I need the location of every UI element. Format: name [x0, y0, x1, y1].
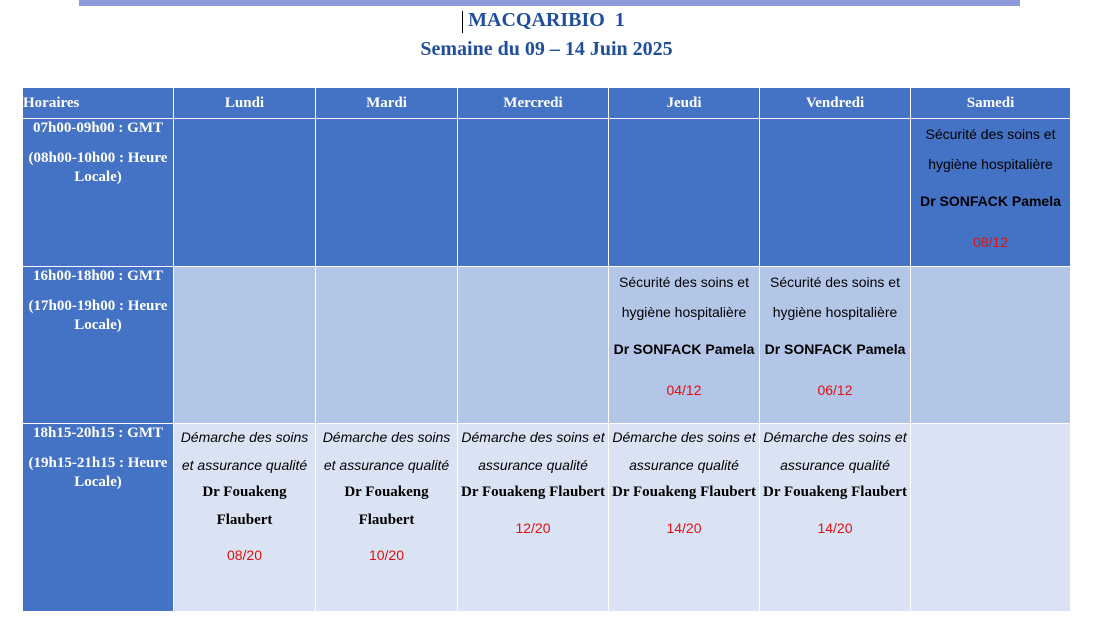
document-title: MACQARIBIO 1 — [468, 9, 625, 31]
session-cell — [609, 266, 760, 424]
session-code: 04/12 — [666, 381, 702, 398]
time-slot-cell — [23, 119, 174, 267]
session-cell — [760, 424, 911, 612]
empty-cell — [609, 119, 760, 267]
time-gmt: 16h00-18h00 : GMT — [32, 267, 163, 284]
table-row — [23, 119, 1071, 267]
schedule-table — [22, 87, 1071, 612]
table-row — [23, 266, 1071, 424]
table-row — [23, 424, 1071, 612]
empty-cell — [760, 119, 911, 267]
course-name: Démarche des soins et assurance qualité — [612, 429, 756, 473]
column-header-lundi: Lundi — [174, 88, 316, 119]
empty-cell — [316, 119, 458, 267]
empty-cell — [911, 266, 1071, 424]
time-slot-cell — [23, 424, 174, 612]
column-header-horaires: Horaires — [23, 88, 174, 119]
session-code: 14/20 — [817, 519, 853, 536]
document-subtitle: Semaine du 09 – 14 Juin 2025 — [420, 38, 673, 60]
empty-cell — [174, 266, 316, 424]
course-name: Sécurité des soins et hygiène hospitalière — [770, 273, 900, 320]
instructor-name: Dr SONFACK Pamela — [613, 340, 755, 357]
session-cell — [174, 424, 316, 612]
session-cell — [316, 424, 458, 612]
session-code: 08/12 — [972, 234, 1009, 251]
instructor-name: Dr Fouakeng Flaubert — [344, 484, 429, 528]
session-cell — [911, 119, 1071, 267]
empty-cell — [458, 119, 609, 267]
time-gmt: 07h00-09h00 : GMT — [32, 120, 163, 137]
session-code: 12/20 — [515, 519, 551, 536]
session-code: 14/20 — [666, 519, 702, 536]
course-name: Démarche des soins et assurance qualité — [763, 429, 907, 473]
session-code: 08/20 — [226, 547, 263, 564]
table-header-row — [23, 88, 1071, 119]
time-local: (08h00-10h00 : Heure Locale) — [28, 150, 168, 186]
session-cell — [609, 424, 760, 612]
column-header-jeudi: Jeudi — [609, 88, 760, 119]
instructor-name: Dr Fouakeng Flaubert — [763, 484, 907, 501]
column-header-vendredi: Vendredi — [760, 88, 911, 119]
time-slot-cell — [23, 266, 174, 424]
instructor-name: Dr SONFACK Pamela — [920, 193, 1061, 210]
empty-cell — [174, 119, 316, 267]
empty-cell — [911, 424, 1071, 612]
instructor-name: Dr Fouakeng Flaubert — [461, 484, 605, 501]
session-cell — [760, 266, 911, 424]
session-code: 10/20 — [368, 547, 405, 564]
instructor-name: Dr Fouakeng Flaubert — [612, 484, 756, 501]
instructor-name: Dr Fouakeng Flaubert — [202, 484, 287, 528]
column-header-mardi: Mardi — [316, 88, 458, 119]
instructor-name: Dr SONFACK Pamela — [764, 340, 906, 357]
empty-cell — [316, 266, 458, 424]
time-local: (17h00-19h00 : Heure Locale) — [28, 297, 168, 333]
column-header-samedi: Samedi — [911, 88, 1071, 119]
course-name: Démarche des soins et assurance qualité — [322, 429, 451, 473]
page-top-border — [79, 0, 1020, 6]
session-code: 06/12 — [817, 381, 853, 398]
course-name: Sécurité des soins et hygiène hospitalière — [925, 126, 1056, 173]
time-local: (19h15-21h15 : Heure Locale) — [28, 455, 168, 491]
time-gmt: 18h15-20h15 : GMT — [32, 425, 163, 442]
empty-cell — [458, 266, 609, 424]
course-name: Démarche des soins et assurance qualité — [461, 429, 605, 473]
course-name: Sécurité des soins et hygiène hospitalière — [619, 273, 749, 320]
column-header-mercredi: Mercredi — [458, 88, 609, 119]
course-name: Démarche des soins et assurance qualité — [180, 429, 309, 473]
session-cell — [458, 424, 609, 612]
